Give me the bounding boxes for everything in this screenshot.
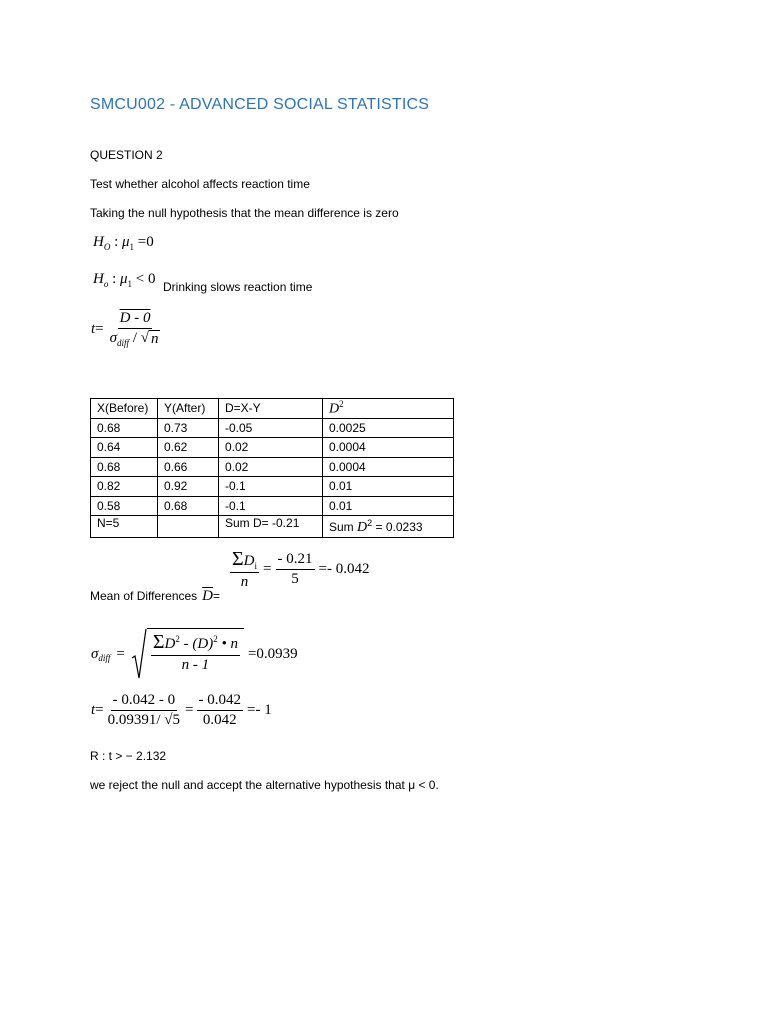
mean-frac2-num: - 0.21 <box>276 551 315 570</box>
sqrt-sign-icon <box>131 628 147 680</box>
cell-y: 0.66 <box>158 457 219 477</box>
t-calc-frac1-num: - 0.042 - 0 <box>111 692 178 711</box>
table-row <box>91 477 454 497</box>
cell-x: 0.68 <box>91 418 158 438</box>
cell-y: 0.73 <box>158 418 219 438</box>
rejection-region: R : t > − 2.132 <box>90 749 167 763</box>
sigma-symbol: σ <box>91 645 99 662</box>
h0-mu-subscript: 1 <box>129 242 135 252</box>
mean-d-symbol: $\overline{D}$ <box>202 588 214 604</box>
mean-frac2 <box>276 551 315 588</box>
t-calc-frac2-den: 0.042 <box>202 712 237 728</box>
table-row <box>91 457 454 477</box>
mean-eq2: = <box>263 561 272 577</box>
intro-line: Test whether alcohol affects reaction time <box>90 177 310 191</box>
cell-y: 0.62 <box>158 438 219 458</box>
t-fraction <box>108 310 163 348</box>
h0-relation: =0 <box>134 234 154 250</box>
mean-result: =- 0.042 <box>318 561 370 577</box>
h0-mu: μ <box>122 234 130 250</box>
table-footer-row <box>91 516 454 538</box>
t-equals: = <box>95 320 104 337</box>
footer-sum-value: = 0.0233 <box>375 519 423 534</box>
h1-subscript: o <box>103 279 109 289</box>
mean-frac1-sub: i <box>254 561 258 571</box>
footer-empty <box>158 516 219 538</box>
t-calc-symbol: t <box>91 702 96 718</box>
cell-d2: 0.0004 <box>323 457 454 477</box>
h1-colon: : <box>108 271 121 287</box>
t-den-n: n <box>150 331 159 347</box>
t-numerator-text: D - 0 <box>119 310 151 326</box>
cell-d: 0.02 <box>219 438 323 458</box>
null-hypothesis-equation <box>93 234 154 252</box>
sigma-num-n: • n <box>217 636 238 652</box>
header-x-before: X(Before) <box>91 399 158 419</box>
sigma-equals: = <box>116 645 125 662</box>
footer-d-sup: 2 <box>367 517 373 528</box>
data-table <box>90 398 454 538</box>
t-calculation <box>91 692 272 729</box>
cell-d2: 0.01 <box>323 477 454 497</box>
t-calc-eq2: = <box>185 702 194 718</box>
t-den-sigma: σ <box>109 330 118 346</box>
header-d-sup: 2 <box>339 399 344 409</box>
mean-frac2-den: 5 <box>291 571 299 587</box>
t-calc-equals: = <box>95 702 104 718</box>
sigma-num-mean: - (D) <box>179 636 214 652</box>
mean-equals: = <box>213 589 221 603</box>
cell-d: -0.05 <box>219 418 323 438</box>
footer-sum-d: Sum D= -0.21 <box>219 516 323 538</box>
sigma-num-d-sup: 2 <box>175 634 180 644</box>
t-den-subscript: diff <box>117 338 130 348</box>
table-header-row <box>91 399 454 419</box>
header-d: D=X-Y <box>219 399 323 419</box>
cell-d: -0.1 <box>219 477 323 497</box>
sigma-diff-formula <box>91 628 298 680</box>
sum-icon: Σ <box>152 631 165 653</box>
header-d-squared <box>323 399 454 419</box>
cell-x: 0.68 <box>91 457 158 477</box>
mean-differences-block <box>90 548 370 605</box>
sigma-frac <box>147 628 244 680</box>
cell-x: 0.82 <box>91 477 158 497</box>
cell-d2: 0.01 <box>323 496 454 516</box>
mean-formula <box>230 548 369 591</box>
alt-hypothesis-equation <box>93 271 156 289</box>
table-row <box>91 418 454 438</box>
t-calc-frac2 <box>197 692 244 729</box>
cell-d: -0.1 <box>219 496 323 516</box>
mean-differences-label: Mean of Differences <box>90 589 198 603</box>
t-symbol: t <box>91 320 96 337</box>
footer-n: N=5 <box>91 516 158 538</box>
sum-icon: Σ <box>232 548 244 570</box>
cell-y: 0.92 <box>158 477 219 497</box>
null-hypothesis-text: Taking the null hypothesis that the mean difference is zero <box>90 206 399 220</box>
sigma-num-mean-sup: 2 <box>213 634 218 644</box>
sqrt-sign-icon: √ <box>140 330 149 346</box>
table-row <box>91 496 454 516</box>
mean-frac1 <box>230 548 259 591</box>
cell-d2: 0.0004 <box>323 438 454 458</box>
page-title: SMCU002 - ADVANCED SOCIAL STATISTICS <box>90 96 430 113</box>
header-y-after: Y(After) <box>158 399 219 419</box>
t-calc-result: =- 1 <box>247 702 272 718</box>
h0-colon: : <box>110 234 123 250</box>
t-calc-frac1 <box>106 692 182 729</box>
sigma-num-d: D <box>164 636 176 652</box>
alt-hypothesis-text: Drinking slows reaction time <box>163 280 313 294</box>
cell-x: 0.64 <box>91 438 158 458</box>
h1-mu-subscript: 1 <box>127 279 133 289</box>
t-calc-frac1-den: 0.09391/ √5 <box>107 712 181 728</box>
mean-frac1-d: D <box>243 553 255 569</box>
cell-d2: 0.0025 <box>323 418 454 438</box>
sigma-numerator <box>151 631 240 656</box>
t-calc-frac2-num: - 0.042 <box>197 692 244 711</box>
h1-relation: < 0 <box>132 271 156 287</box>
cell-x: 0.58 <box>91 496 158 516</box>
mean-frac1-den: n <box>240 574 249 590</box>
h1-mu: μ <box>120 271 128 287</box>
conclusion-text: we reject the null and accept the alternative hypothesis that μ < 0. <box>90 778 439 792</box>
cell-d: 0.02 <box>219 457 323 477</box>
footer-sum-label: Sum <box>329 519 354 534</box>
h0-subscript: O <box>103 242 111 252</box>
data-table-body <box>91 399 454 538</box>
t-numerator <box>118 310 153 329</box>
footer-sum-d2 <box>323 516 454 538</box>
h1-symbol: H <box>93 271 104 287</box>
header-d-symbol: D <box>329 401 340 417</box>
table-row <box>91 438 454 458</box>
h0-symbol: H <box>93 234 104 250</box>
cell-y: 0.68 <box>158 496 219 516</box>
question-heading: QUESTION 2 <box>90 148 163 162</box>
sigma-denominator: n - 1 <box>181 657 210 673</box>
t-den-slash: / <box>129 330 141 346</box>
t-denominator <box>108 329 163 348</box>
t-statistic-formula <box>91 310 162 348</box>
t-den-sqrt <box>141 330 161 348</box>
sigma-subscript: diff <box>98 653 111 663</box>
sigma-result: =0.0939 <box>247 645 298 662</box>
mean-frac1-num <box>230 548 259 573</box>
sigma-sqrt <box>131 628 244 680</box>
footer-d-symbol: D <box>357 519 368 535</box>
